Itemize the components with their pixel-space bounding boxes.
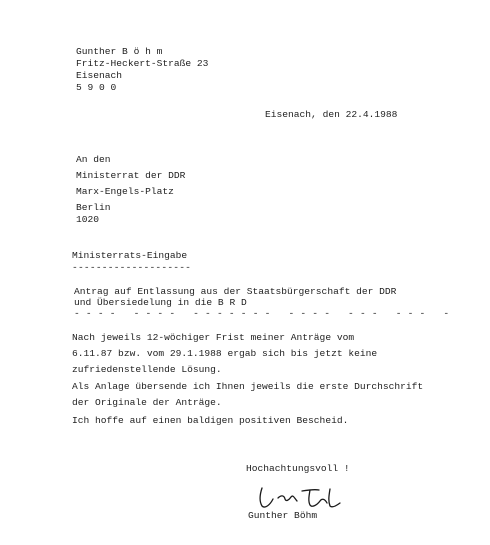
subject-title-underline: -------------------- [72, 262, 192, 273]
handwritten-signature [256, 486, 346, 510]
recipient-line-1: An den [76, 154, 111, 165]
recipient-line-3: Marx-Engels-Platz [76, 186, 174, 197]
subject-title: Ministerrats-Eingabe [72, 250, 188, 261]
body-paragraph-3-line-1: Ich hoffe auf einen baldigen positiven Bescheid. [72, 415, 349, 426]
recipient-line-4: Berlin [76, 202, 111, 213]
body-paragraph-1-line-1: Nach jeweils 12-wöchiger Frist meiner Anträge vom [72, 332, 355, 343]
subject-line-1: Antrag auf Entlassung aus der Staatsbürgerschaft der DDR [74, 286, 397, 297]
sender-city: Eisenach [76, 70, 123, 81]
recipient-line-2: Ministerrat der DDR [76, 170, 186, 181]
sender-postcode: 5 9 0 0 [76, 82, 117, 93]
body-paragraph-1-line-3: zufriedenstellende Lösung. [72, 364, 222, 375]
subject-underline: - - - - - - - - - - - - - - - - - - - - - - - - - - [74, 308, 450, 319]
body-paragraph-2-line-1: Als Anlage übersende ich Ihnen jeweils die erste Durchschrift [72, 381, 424, 392]
closing-typed-name: Gunther Böhm [248, 510, 318, 521]
subject-line-2: und Übersiedelung in die B R D [74, 297, 247, 308]
date-line: Eisenach, den 22.4.1988 [265, 109, 398, 120]
body-paragraph-1-line-2: 6.11.87 bzw. vom 29.1.1988 ergab sich bis jetzt keine [72, 348, 378, 359]
body-paragraph-2-line-2: der Originale der Anträge. [72, 397, 222, 408]
sender-street: Fritz-Heckert-Straße 23 [76, 58, 209, 69]
sender-name: Gunther B ö h m [76, 46, 163, 57]
closing-greeting: Hochachtungsvoll ! [246, 463, 350, 474]
recipient-line-5: 1020 [76, 214, 100, 225]
